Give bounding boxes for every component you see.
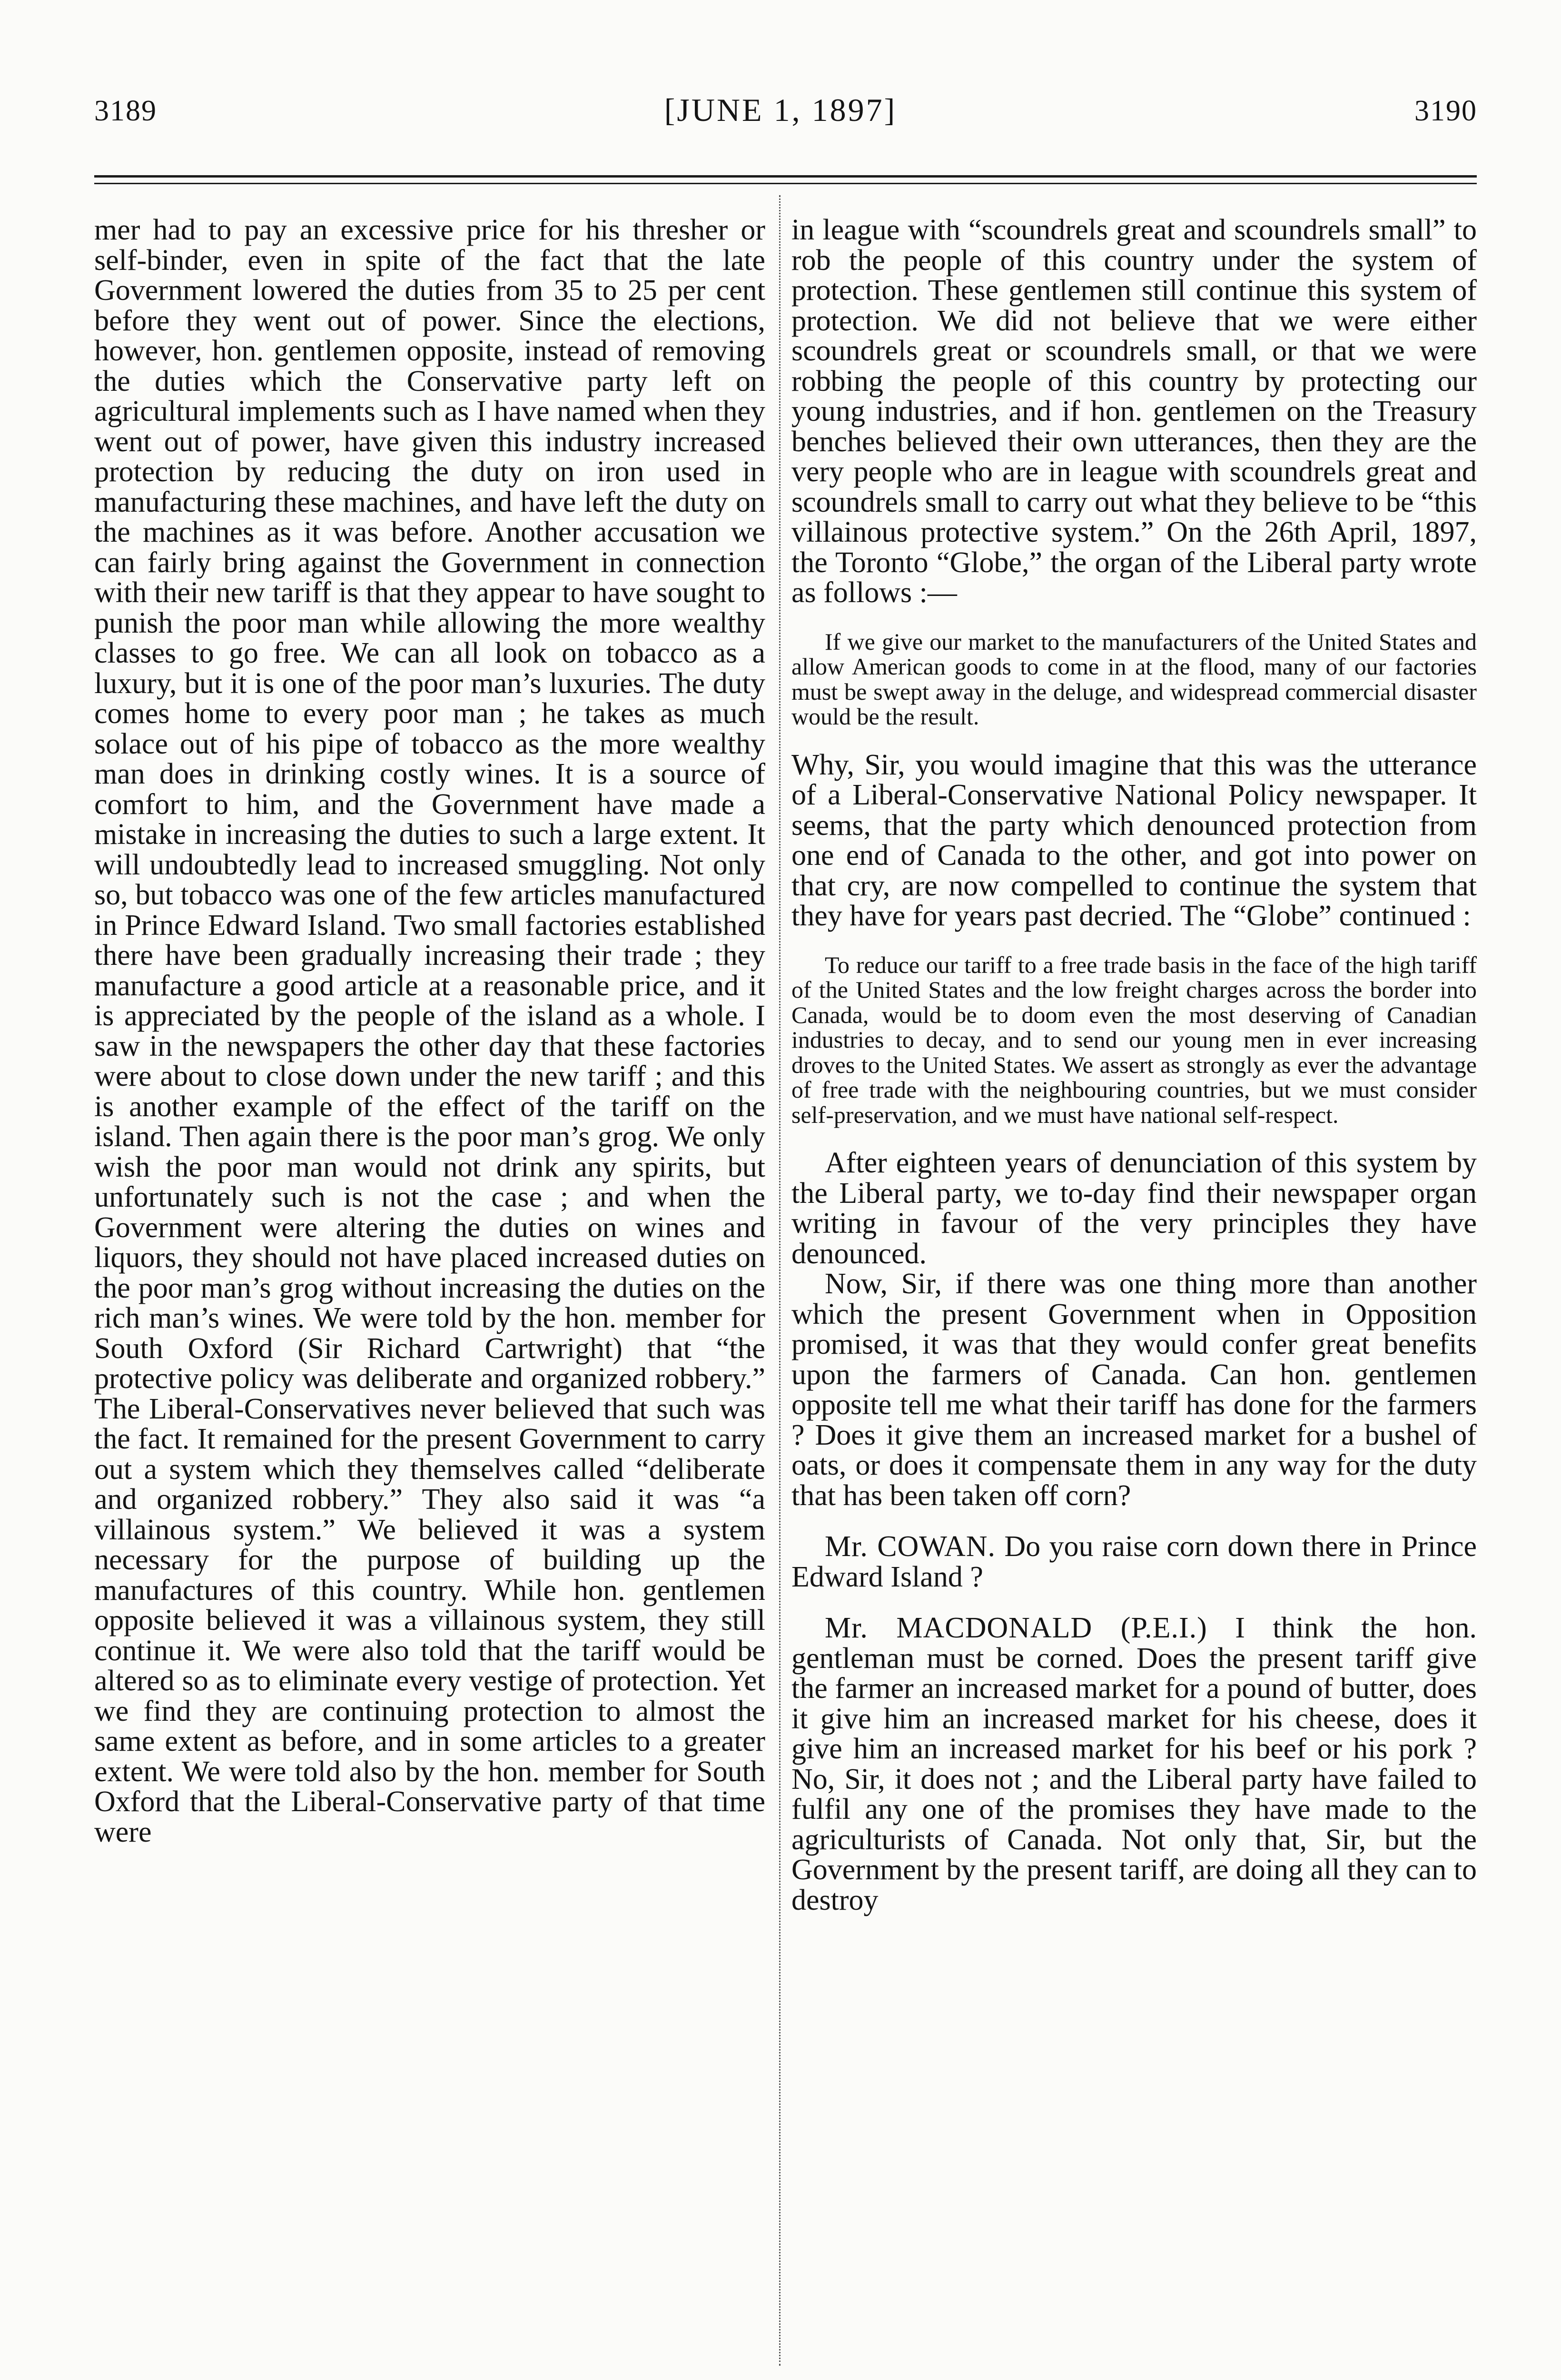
column-divider <box>779 195 780 2366</box>
page-header <box>0 86 1561 143</box>
speaker-name-macdonald: Mr. MACDONALD (P.E.I.) <box>825 1612 1207 1644</box>
right-paragraph-2: Why, Sir, you would imagine that this was the utterance of a Liberal-Conservative National Policy newspaper. It seems, that the party which denounced protection from one end of Canada to the other, and got into power on that cry, are now compelled to continue the system that they have for years past decried. The “Globe” continued : <box>791 748 1477 932</box>
page-number-right: 3190 <box>1414 95 1477 127</box>
right-column <box>791 215 1477 1915</box>
speech-text-cowan: Do you raise corn down there in Prince Edward Island ? <box>791 1530 1477 1593</box>
speaker-name-cowan: Mr. COWAN. <box>825 1530 996 1563</box>
header-rule-thin <box>94 183 1477 184</box>
speaker-paragraph-macdonald <box>791 1613 1477 1915</box>
globe-quote-2: To reduce our tariff to a free trade basis in the face of the high tariff of the United States and the low freight charges across the border into Canada, would be to doom even the most deserving of Canadian industries to decay, and to send our young men in ever increasing droves to the United States. We assert as strongly as ever the advantage of free trade with the neighbouring countries, but we must consider self-preservation, and we must have national self-respect. <box>791 951 1477 1128</box>
page-number-left: 3189 <box>94 95 157 127</box>
right-paragraph-1: in league with “scoundrels great and scoundrels small” to rob the people of this country under the system of protection. These gentlemen still continue this system of protection. We did not believe that we were either scoundrels great or scoundrels small, or that we were robbing the people of this country by protecting our young industries, and if hon. gentlemen on the Treasury benches believed their own utterances, then they are the very people who are in league with scoundrels great and scoundrels small to carry out what they believe to be “this villainous protective system.” On the 26th April, 1897, the Toronto “Globe,” the organ of the Liberal party wrote as follows :— <box>791 214 1477 609</box>
right-paragraph-3: After eighteen years of denunciation of this system by the Liberal party, we to-day find their newspaper organ writing in favour of the very principles they have denounced. <box>791 1147 1477 1270</box>
right-paragraph-4: Now, Sir, if there was one thing more than another which the present Government when in Opposition promised, it was that they would confer great benefits upon the farmers of Canada. Can hon. gentlemen opposite tell me what their tariff has done for the farmers ? Does it give them an increased market for a bushel of oats, or does it compensate them in any way for the duty that has been taken off corn? <box>791 1268 1477 1512</box>
speaker-paragraph-cowan <box>791 1532 1477 1592</box>
page-date: [JUNE 1, 1897] <box>664 92 897 128</box>
left-column <box>94 215 765 1847</box>
globe-quote-1: If we give our market to the manufacturers of the United States and allow American goods to come in at the flood, many of our factories must be swept away in the deluge, and widespread commercial disaster would be the result. <box>791 628 1477 730</box>
speech-text-macdonald: I think the hon. gentleman must be corned. Does the present tariff give the farmer an increased market for a pound of butter, does it give him an increased market for his cheese, does it give him an increased market for his beef or his pork ? No, Sir, it does not ; and the Liberal party have failed to fulfil any one of the promises they have made to the agriculturists of Canada. Not only that, Sir, but the Government by the present tariff, are doing all they can to destroy <box>791 1612 1477 1916</box>
header-rule-thick <box>94 175 1477 178</box>
left-paragraph-1: mer had to pay an excessive price for his thresher or self-binder, even in spite of the fact that the late Government lowered the duties from 35 to 25 per cent before they went out of power. Since the elections, however, hon. gentlemen opposite, instead of removing the duties which the Conservative party left on agricultural implements such as I have named when they went out of power, have given this industry increased protection by reducing the duty on iron used in manufacturing these machines, and have left the duty on the machines as it was before. Another accusation we can fairly bring against the Government in connection with their new tariff is that they appear to have sought to punish the poor man while allowing the more wealthy classes to go free. We can all look on tobacco as a luxury, but it is one of the poor man’s luxuries. The duty comes home to every poor man ; he takes as much solace out of his pipe of tobacco as the more wealthy man does in drinking costly wines. It is a source of comfort to him, and the Government have made a mistake in increasing the duties to such a large extent. It will undoubtedly lead to increased smuggling. Not only so, but tobacco was one of the few articles manufactured in Prince Edward Island. Two small factories established there have been gradually increasing their trade ; they manufacture a good article at a reasonable price, and it is appreciated by the people of the island as a whole. I saw in the newspapers the other day that these factories were about to close down under the new tariff ; and this is another example of the effect of the tariff on the island. Then again there is the poor man’s grog. We only wish the poor man would not drink any spirits, but unfortunately such is not the case ; and when the Government were altering the duties on wines and liquors, they should not have placed increased duties on the poor man’s grog without increasing the duties on the rich man’s wines. We were told by the hon. member for South Oxford (Sir Richard Cartwright) that “the protective policy was deliberate and organized robbery.” The Liberal-Conservatives never believed that such was the fact. It remained for the present Government to carry out a system which they themselves called “deliberate and organized robbery.” They also said it was “a villainous system.” We believed it was a system necessary for the purpose of building up the manufactures of this country. While hon. gentlemen opposite believed it was a villainous system, they still continue it. We were also told that the tariff would be altered so as to eliminate every vestige of protection. Yet we find they are continuing protection to almost the same extent as before, and in some articles to a greater extent. We were told also by the hon. member for South Oxford that the Liberal-Conservative party of that time were <box>94 214 765 1848</box>
